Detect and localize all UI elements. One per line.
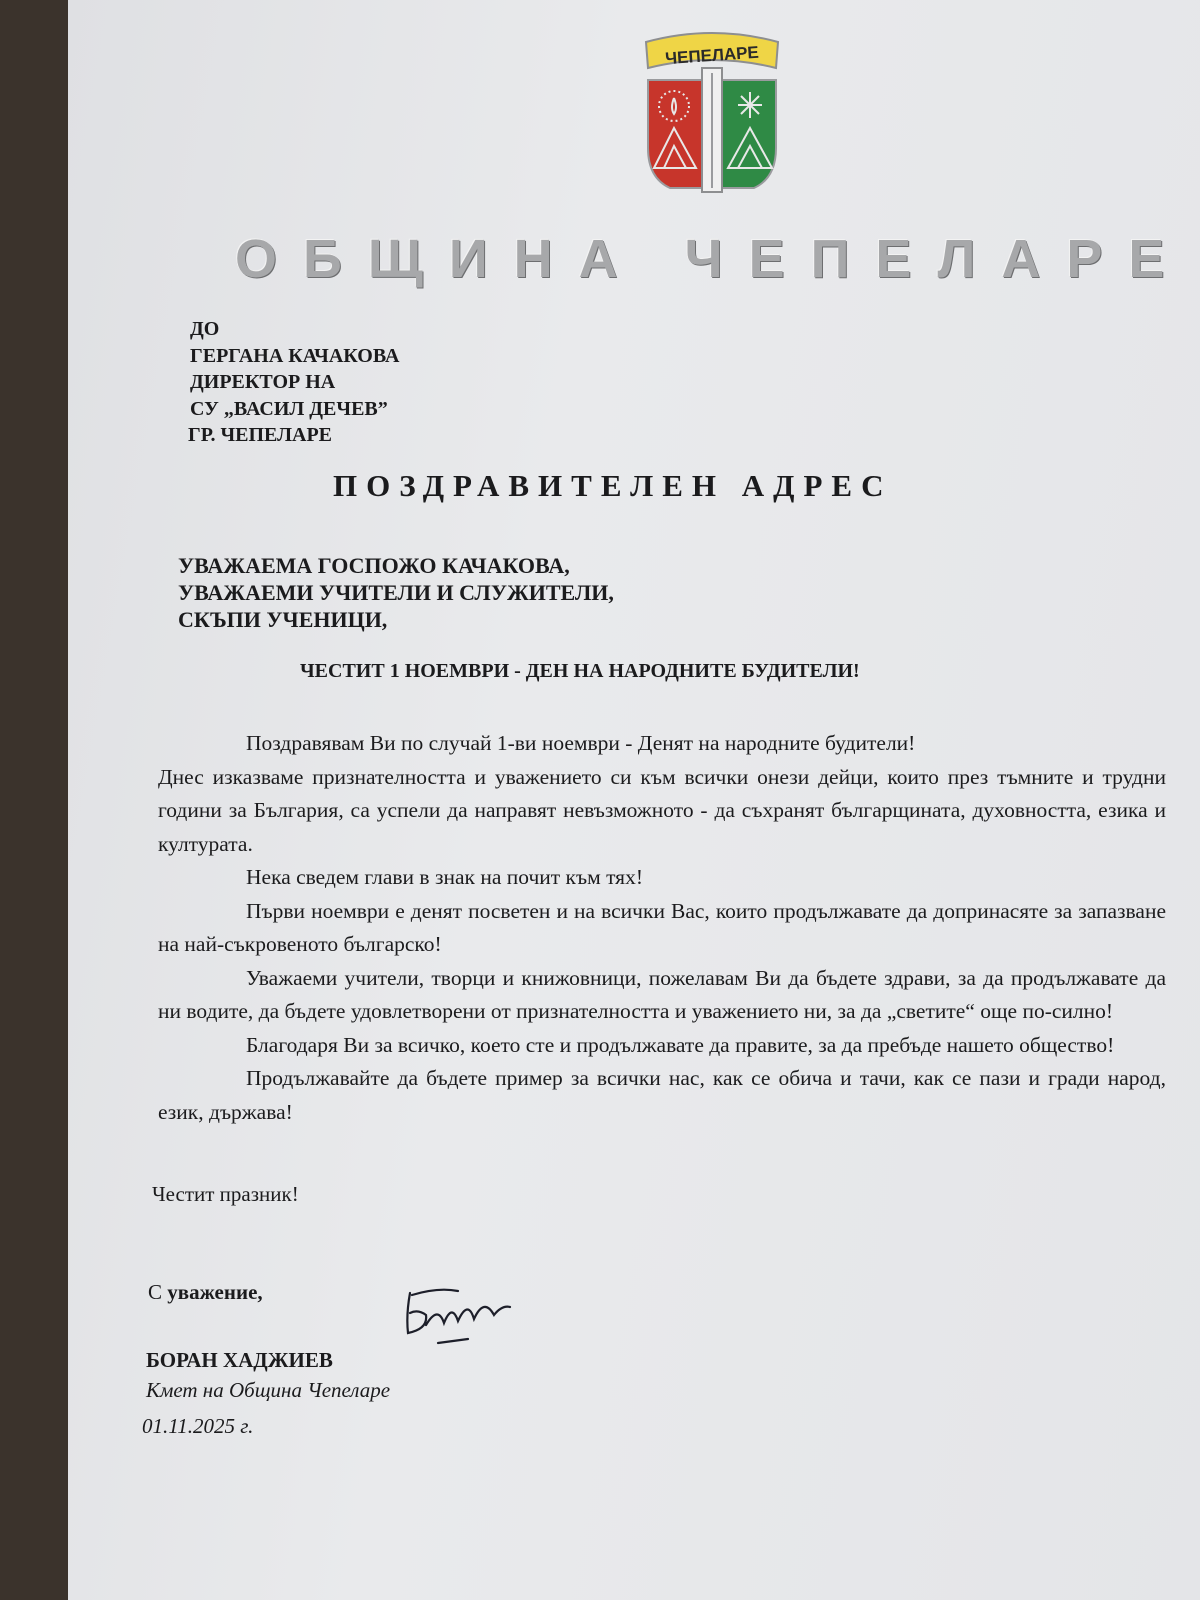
body-paragraph: Благодаря Ви за всичко, което сте и продължавате да правите, за да пребъде нашето общество! (246, 1032, 1115, 1057)
body-paragraph: Днес изказваме признателността и уважението си към всички онези дейци, които през тъмните и трудни години за България, са успели да направят невъзможното - да съхранят българщината, духовността, езика и културата. (158, 764, 1166, 856)
body-paragraph: Продължавайте да бъдете пример за всички нас, как се обича и тачи, как се пази и гради народ, език, държава! (158, 1066, 1166, 1124)
regards-line (148, 1280, 263, 1305)
salutation (178, 552, 614, 633)
salutation-line: УВАЖАЕМА ГОСПОЖО КАЧАКОВА, (178, 553, 570, 578)
municipality-title: ОБЩИНА ЧЕПЕЛАРЕ (235, 229, 1191, 289)
greeting-heading: ЧЕСТИТ 1 НОЕМВРИ - ДЕН НА НАРОДНИТЕ БУДИТЕЛИ! (300, 660, 860, 682)
recipient-line: ГЕРГАНА КАЧАКОВА (190, 344, 400, 367)
closing-line: Честит празник! (152, 1182, 299, 1206)
body-paragraph: Първи ноември е денят посветен и на всички Вас, които продължавате да допринасяте за запазване на най-съкровеното българско! (158, 898, 1166, 956)
regards-word: уважение, (167, 1280, 263, 1304)
body-paragraph: Уважаеми учители, творци и книжовници, пожелавам Ви да бъдете здрави, за да продължавате да ни водите, да бъдете удовлетворени от признателността и уважението ни, за да „светите“ още по-силно! (158, 965, 1166, 1023)
body-paragraph: Нека сведем глави в знак на почит към тях! (246, 865, 643, 889)
body-paragraph: Поздравявам Ви по случай 1-ви ноември - Денят на народните будители! (246, 731, 916, 755)
municipality-crest-icon (640, 28, 784, 194)
recipient-line: ГР. ЧЕПЕЛАРЕ (188, 424, 332, 446)
salutation-line: УВАЖАЕМИ УЧИТЕЛИ И СЛУЖИТЕЛИ, (178, 580, 614, 605)
recipient-line: СУ „ВАСИЛ ДЕЧЕВ” (190, 397, 388, 420)
recipient-line: ДО (190, 318, 220, 340)
regards-prefix: С (148, 1280, 163, 1304)
document-title: ПОЗДРАВИТЕЛЕН АДРЕС (333, 468, 893, 503)
letter-page (68, 0, 1200, 1600)
letter-date: 01.11.2025 г. (142, 1414, 254, 1438)
svg-text:ЧЕПЕЛАРЕ: ЧЕПЕЛАРЕ (664, 42, 760, 69)
recipient-block (190, 316, 399, 449)
handwritten-signature (398, 1285, 518, 1355)
salutation-line: СКЪПИ УЧЕНИЦИ, (178, 607, 388, 632)
recipient-line: ДИРЕКТОР НА (190, 371, 336, 393)
signer-position: Кмет на Община Чепеларе (146, 1378, 391, 1402)
letter-body (158, 727, 1166, 1129)
signer-name: БОРАН ХАДЖИЕВ (146, 1348, 333, 1372)
